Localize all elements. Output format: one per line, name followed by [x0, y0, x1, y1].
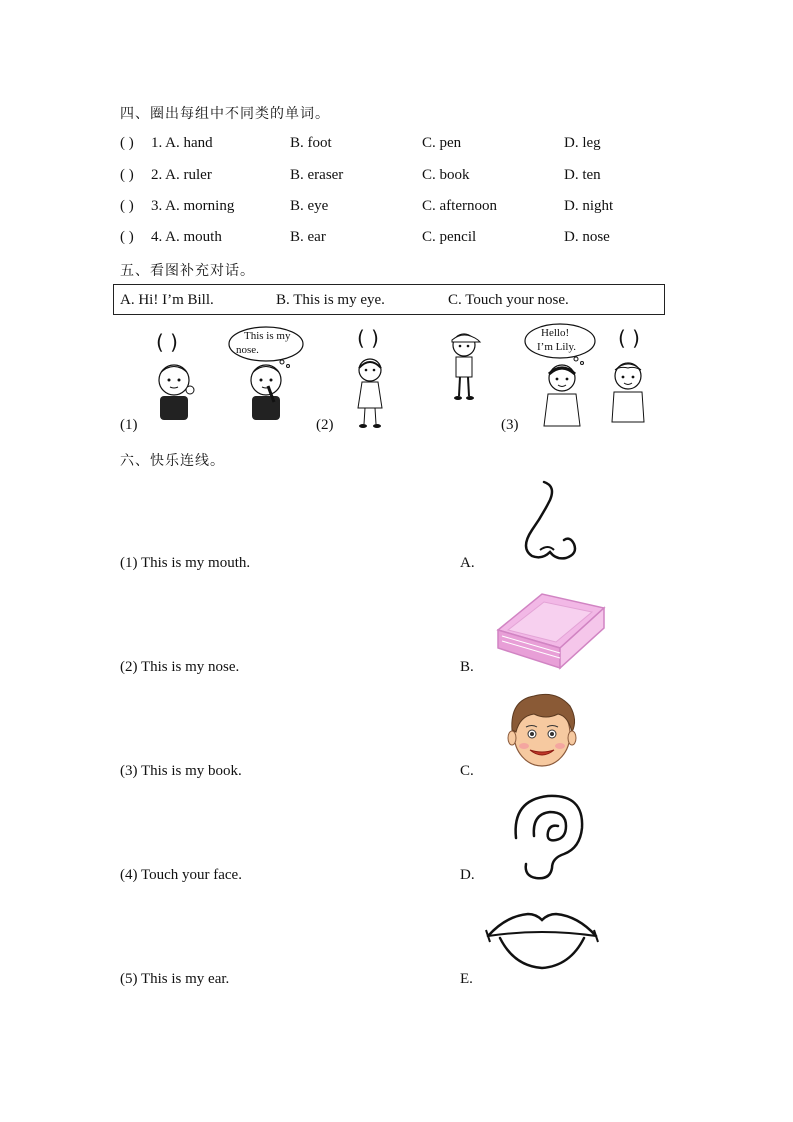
option-c: C. Touch your nose.: [448, 292, 569, 308]
option-b: B. foot: [290, 135, 332, 151]
option-a: 2. A. ruler: [151, 167, 212, 183]
boy-standing-icon: [446, 330, 486, 404]
boy-thinking-icon: [152, 362, 200, 424]
option-b: B. ear: [290, 229, 326, 245]
option-a: 1. A. hand: [151, 135, 213, 151]
option-c: C. book: [422, 167, 470, 183]
girl-icon: [352, 354, 392, 430]
option-a: A. Hi! I’m Bill.: [120, 292, 214, 308]
option-d: D. night: [564, 198, 614, 214]
option-a: 4. A. mouth: [151, 229, 222, 245]
option-d: D. leg: [564, 135, 601, 151]
answer-blank[interactable]: ( ): [120, 198, 134, 214]
sentence-2[interactable]: (2) This is my nose.: [120, 659, 240, 675]
option-d: D. nose: [564, 229, 610, 245]
option-b: B. eye: [290, 198, 329, 214]
face-icon[interactable]: [506, 690, 578, 770]
picture-label-2: (2): [316, 417, 334, 433]
picture-label-1: (1): [120, 417, 138, 433]
option-a: 3. A. morning: [151, 198, 235, 214]
bubble-text-line1: This is my: [244, 330, 291, 342]
letter-c[interactable]: C.: [460, 763, 474, 779]
bubble-text-line2: I’m Lily.: [537, 341, 576, 353]
answer-paren-2[interactable]: ( ): [357, 326, 379, 350]
mouth-icon[interactable]: [484, 906, 600, 972]
girl-lily-icon: [540, 362, 588, 428]
picture-label-3: (3): [501, 417, 519, 433]
ear-icon[interactable]: [506, 792, 590, 882]
letter-a[interactable]: A.: [460, 555, 475, 571]
section4-title: 四、圈出每组中不同类的单词。: [120, 106, 330, 122]
section6-title: 六、快乐连线。: [120, 453, 225, 469]
letter-b[interactable]: B.: [460, 659, 474, 675]
boy-touching-nose-icon: [244, 362, 292, 424]
answer-blank[interactable]: ( ): [120, 135, 134, 151]
sentence-5[interactable]: (5) This is my ear.: [120, 971, 230, 987]
answer-paren-1[interactable]: ( ): [156, 330, 178, 354]
option-c: C. pen: [422, 135, 462, 151]
boy-bill-icon: [606, 360, 654, 426]
option-b: B. This is my eye.: [276, 292, 385, 308]
letter-e[interactable]: E.: [460, 971, 473, 987]
option-b: B. eraser: [290, 167, 344, 183]
letter-d[interactable]: D.: [460, 867, 475, 883]
option-c: C. afternoon: [422, 198, 497, 214]
bubble-text-line1: Hello!: [541, 327, 570, 339]
nose-icon[interactable]: [510, 478, 590, 564]
answer-blank[interactable]: ( ): [120, 167, 134, 183]
sentence-1[interactable]: (1) This is my mouth.: [120, 555, 251, 571]
bubble-text-line2: nose.: [236, 344, 259, 356]
sentence-4[interactable]: (4) Touch your face.: [120, 867, 242, 883]
book-icon[interactable]: [494, 590, 608, 672]
option-d: D. ten: [564, 167, 601, 183]
section5-title: 五、看图补充对话。: [120, 263, 255, 279]
answer-blank[interactable]: ( ): [120, 229, 134, 245]
option-c: C. pencil: [422, 229, 477, 245]
answer-paren-3[interactable]: ( ): [618, 326, 640, 350]
sentence-3[interactable]: (3) This is my book.: [120, 763, 242, 779]
